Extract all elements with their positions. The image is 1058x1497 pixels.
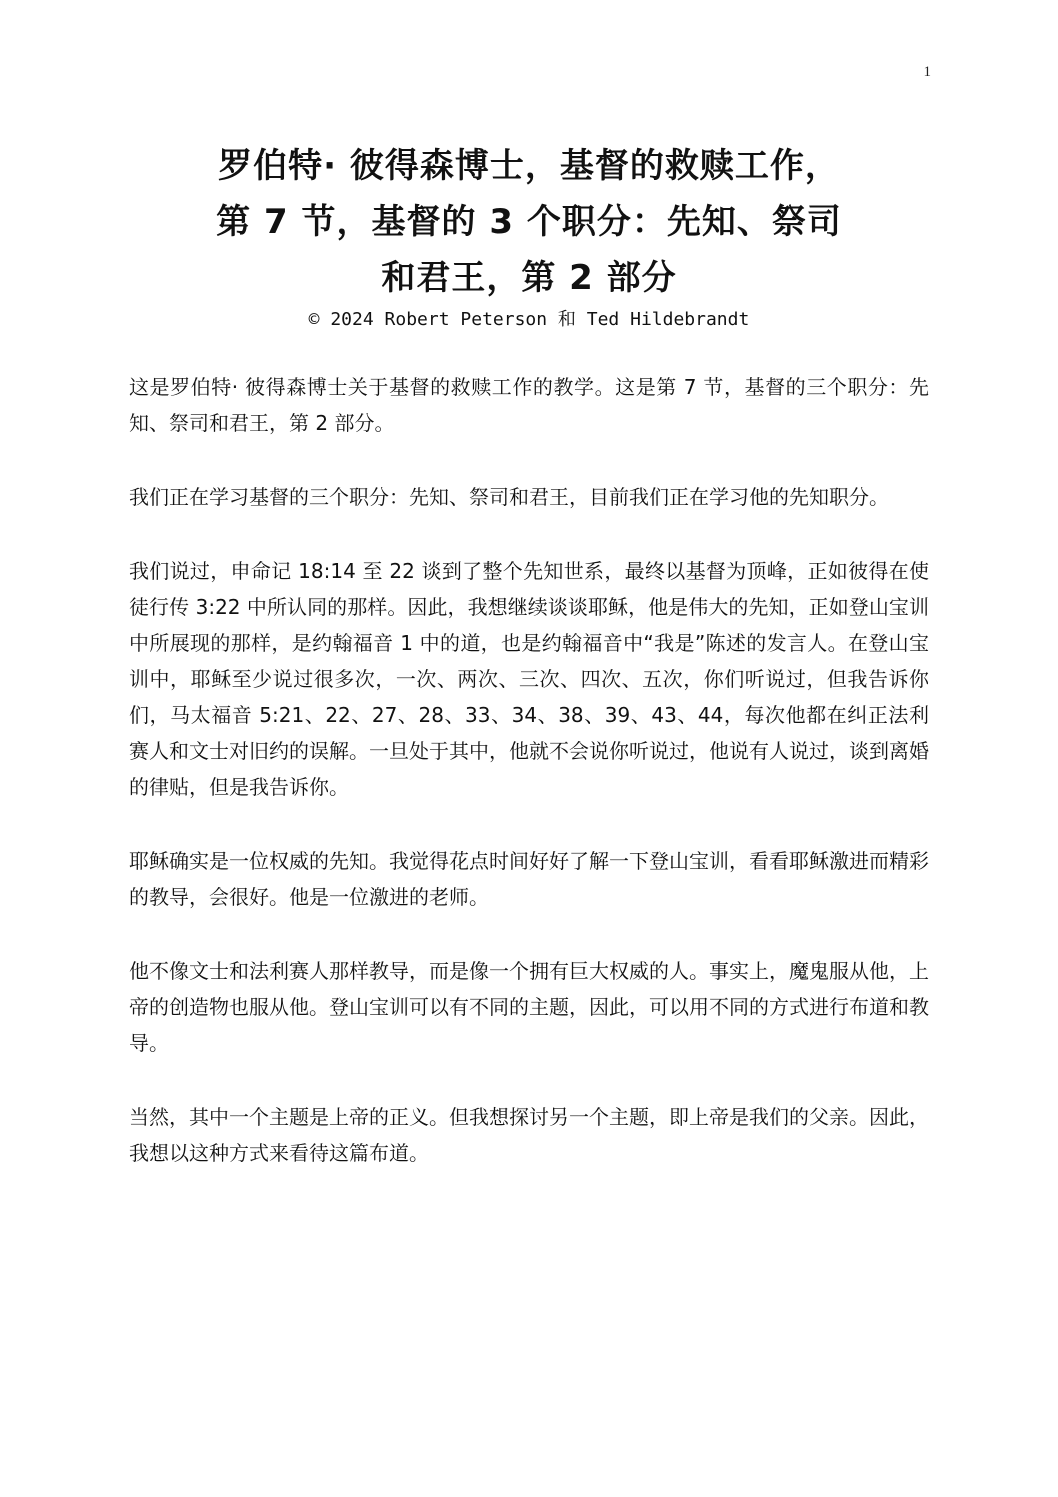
paragraph-1: 这是罗伯特· 彼得森博士关于基督的救赎工作的教学。这是第 7 节，基督的三个职分：先知、祭司和君王，第 2 部分。 <box>129 375 929 435</box>
paragraph-6: 当然，其中一个主题是上帝的正义。但我想探讨另一个主题，即上帝是我们的父亲。因此，我想以这种方式来看待这篇布道。 <box>129 1105 929 1165</box>
page-title-line-2: 第 7 节，基督的 3 个职分：先知、祭司 <box>216 202 842 242</box>
page-title-line-3: 和君王，第 2 部分 <box>381 258 677 298</box>
paragraph-5: 他不像文士和法利赛人那样教导，而是像一个拥有巨大权威的人。事实上，魔鬼服从他，上帝的创造物也服从他。登山宝训可以有不同的主题，因此，可以用不同的方式进行布道和教导。 <box>129 959 929 1055</box>
page-number: 1 <box>923 64 931 80</box>
document-body <box>129 369 929 1209</box>
title-block <box>0 138 1058 332</box>
paragraph-2: 我们正在学习基督的三个职分：先知、祭司和君王，目前我们正在学习他的先知职分。 <box>129 485 889 509</box>
paragraph-3: 我们说过，申命记 18:14 至 22 谈到了整个先知世系，最终以基督为顶峰，正如彼得在使徒行传 3:22 中所认同的那样。因此，我想继续谈谈耶稣，他是伟大的先知，正如登山宝训中所展现的那样，是约翰福音 1 中的道，也是约翰福音中“我是”陈述的发言人。在登山宝训中，耶稣至少说过很多次，一次、两次、三次、四次、五次，你们听说过，但我告诉你们，马太福音 5:21、22、27、28、33、34、38、39、43、44，每次他都在纠正法利赛人和文士对旧约的误解。一旦处于其中，他就不会说你听说过，他说有人说过，谈到离婚的律贴，但是我告诉你。 <box>129 559 929 799</box>
paragraph-4: 耶稣确实是一位权威的先知。我觉得花点时间好好了解一下登山宝训，看看耶稣激进而精彩的教导，会很好。他是一位激进的老师。 <box>129 849 929 909</box>
copyright-notice: © 2024 Robert Peterson 和 Ted Hildebrandt <box>308 309 750 330</box>
page-title-line-1: 罗伯特· 彼得森博士，基督的救赎工作， <box>218 146 840 186</box>
